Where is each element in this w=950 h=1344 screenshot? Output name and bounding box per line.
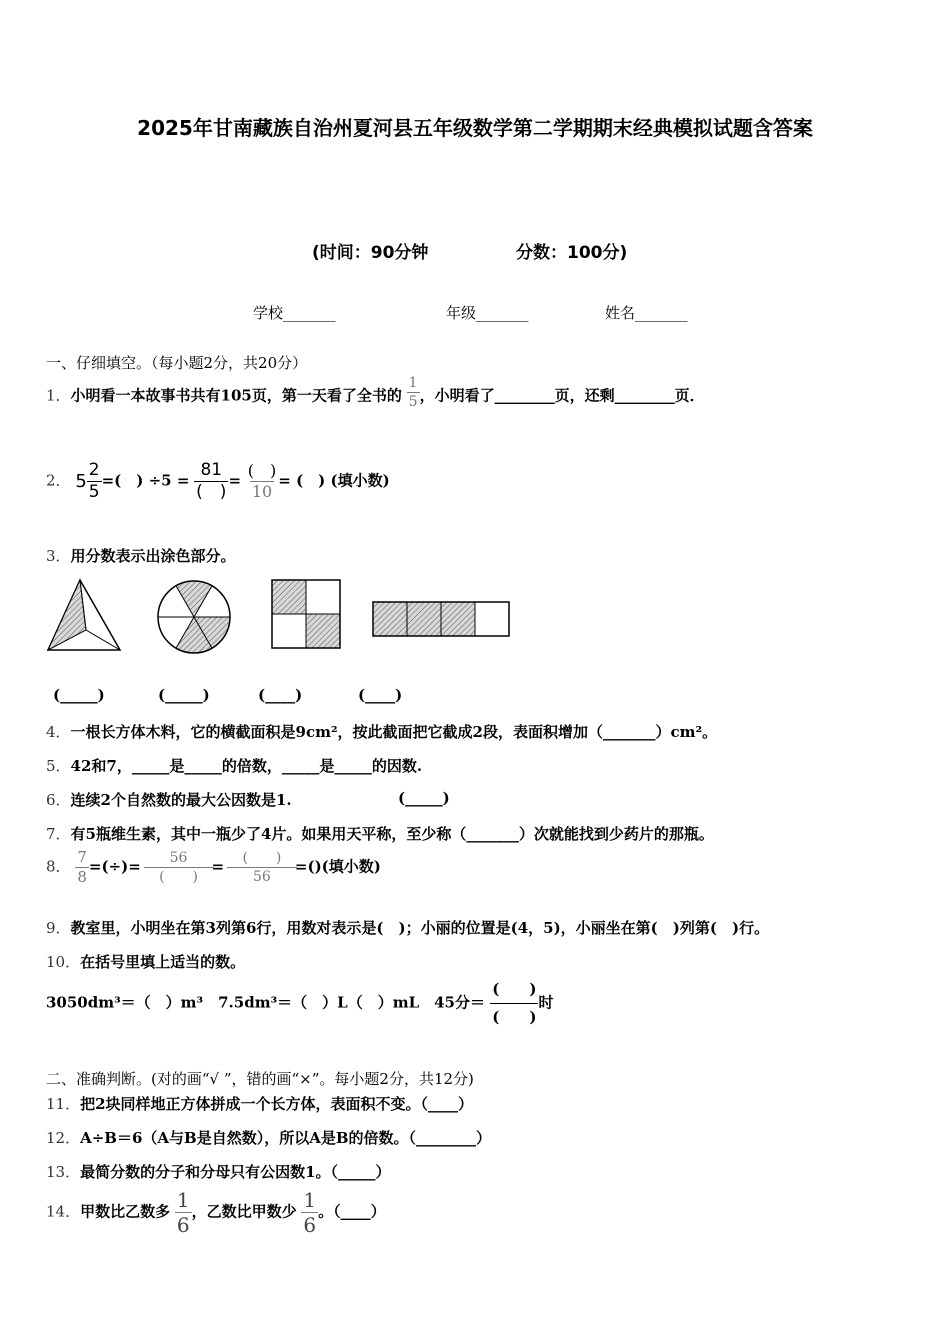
q8-frac3-numerator: ( ) (242, 850, 282, 866)
q10-number: 10． (46, 953, 81, 971)
page-title: 2025年甘南藏族自治州夏河县五年级数学第二学期期末经典模拟试题含答案 (137, 116, 813, 140)
question-7 (46, 823, 714, 844)
q8-frac1-numerator: 7 (77, 848, 87, 866)
q10-line: 3050dm³＝（ ）m³ 7.5dm³＝（ ）L（ ）mL 45分＝ (46, 993, 485, 1012)
question-2 (46, 462, 390, 501)
q10-frac-denominator: ( ) (490, 1003, 538, 1025)
q8-text-1: =(÷)= (88, 857, 141, 876)
q3-answer-4: (____) (358, 686, 403, 704)
q12-text: A÷B＝6（A与B是自然数），所以A是B的倍数。（________） (80, 1129, 492, 1147)
section1-heading: 一、仔细填空。（每小题2分，共20分） (46, 354, 308, 372)
grade-field: 年级_______ (446, 304, 529, 322)
q8-frac2-numerator: 56 (169, 850, 188, 866)
q10-tail: 时 (538, 993, 554, 1012)
question-9 (46, 917, 769, 938)
question-13 (46, 1161, 391, 1182)
q10-conversions (46, 982, 553, 1025)
q6-number: 6． (46, 791, 71, 809)
q3-square-figure (272, 580, 340, 648)
q12-number: 12． (46, 1129, 81, 1147)
q4-text: 一根长方体木料，它的横截面积是9cm²，按此截面把它截成2段，表面积增加（_______）cm²。 (70, 723, 718, 741)
q5-number: 5． (46, 757, 71, 775)
q2-text-3: = ( ) (填小数) (278, 471, 390, 490)
q2-frac1-denominator: 5 (88, 482, 100, 502)
q2-frac2-numerator: 81 (200, 460, 223, 480)
q6-text: 连续2个自然数的最大公因数是1. (70, 791, 292, 809)
q8-frac3-denominator: 56 (227, 867, 297, 884)
q14-frac2-numerator: 1 (303, 1188, 317, 1212)
q3-answer-2: (_____) (158, 686, 210, 704)
q9-text: 教室里，小明坐在第3列第6行，用数对表示是( )；小丽的位置是(4，5)，小丽坐在第( )列第( )行。 (70, 919, 770, 937)
q1-frac-numerator: 1 (408, 375, 418, 391)
q3-bar-figure (373, 602, 509, 636)
section2-heading: 二、准确判断。(对的画“√ ”，错的画“×”。每小题2分，共12分) (46, 1070, 474, 1088)
q3-answer-1: (_____) (53, 686, 105, 704)
exam-time: (时间：90分钟 (312, 243, 429, 263)
q3-number: 3． (46, 547, 71, 565)
exam-score: 分数：100分) (516, 243, 628, 263)
question-6 (46, 789, 292, 810)
q3-triangle-figure (48, 580, 120, 650)
q2-text-1: =( ) ÷5 = (101, 471, 190, 490)
question-4 (46, 721, 717, 742)
question-12 (46, 1127, 491, 1148)
question-11 (46, 1093, 473, 1114)
question-5 (46, 755, 422, 776)
q1-fraction (407, 376, 420, 409)
name-field: 姓名_______ (605, 304, 688, 322)
q8-fraction-2 (146, 851, 212, 884)
q8-text-3: =()(填小数) (294, 857, 381, 876)
q14-fraction-1 (175, 1190, 192, 1235)
q13-text: 最简分数的分子和分母只有公因数1。（_____） (80, 1163, 391, 1181)
q8-frac1-denominator: 8 (77, 868, 87, 886)
q1-number: 1． (46, 386, 71, 405)
q8-number: 8． (46, 857, 71, 876)
q14-frac1-denominator: 6 (176, 1213, 190, 1237)
q8-fraction-1 (75, 850, 89, 885)
q11-number: 11． (46, 1095, 81, 1113)
q1-frac-denominator: 5 (408, 394, 418, 410)
q10-text: 在括号里填上适当的数。 (80, 953, 246, 971)
q3-text: 用分数表示出涂色部分。 (70, 547, 236, 565)
q14-fraction-2 (301, 1190, 318, 1235)
q14-text-a: 甲数比乙数多 (80, 1202, 171, 1221)
q1-text-a: 小明看一本故事书共有105页，第一天看了全书的 (70, 386, 402, 405)
q8-fraction-3 (229, 851, 295, 884)
q10-fraction (490, 982, 538, 1025)
q2-frac2-denominator: ( ) (196, 482, 227, 502)
question-8 (46, 850, 381, 885)
q1-text-b: ，小明看了________页，还剩________页． (419, 386, 705, 405)
q2-fraction-2 (194, 462, 228, 501)
q2-frac1-numerator: 2 (88, 460, 100, 480)
q5-text: 42和7，_____是_____的倍数，_____是_____的因数. (70, 757, 423, 775)
q14-number: 14． (46, 1202, 81, 1221)
q7-number: 7． (46, 825, 71, 843)
q9-number: 9． (46, 919, 71, 937)
q7-text: 有5瓶维生素，其中一瓶少了4片。如果用天平称，至少称（_______）次就能找到少药片的那瓶。 (70, 825, 714, 843)
q14-frac1-numerator: 1 (176, 1188, 190, 1212)
q8-frac2-denominator: ( ) (144, 867, 214, 884)
q2-fraction-1 (87, 462, 102, 501)
q13-number: 13． (46, 1163, 81, 1181)
question-1 (46, 375, 705, 413)
q2-whole: 5 (75, 471, 87, 492)
q2-fraction-3 (246, 463, 279, 500)
q14-text-c: 。（____） (318, 1202, 386, 1221)
q10-frac-numerator: ( ) (492, 980, 537, 998)
q2-frac3-denominator: 10 (251, 482, 273, 501)
q2-frac3-numerator: ( ) (247, 461, 277, 480)
question-10 (46, 951, 245, 972)
q3-figures (40, 575, 520, 660)
q4-number: 4． (46, 723, 71, 741)
q14-frac2-denominator: 6 (303, 1213, 317, 1237)
q8-text-2: = (211, 857, 225, 876)
q11-text: 把2块同样地正方体拼成一个长方体，表面积不变。（____） (80, 1095, 474, 1113)
q3-circle-figure (158, 581, 230, 653)
q6-blank: (_____) (398, 789, 450, 807)
q2-text-2: = (228, 471, 242, 490)
school-field: 学校_______ (253, 304, 336, 322)
q2-number: 2． (46, 471, 71, 490)
question-14 (46, 1190, 386, 1235)
q14-text-b: ，乙数比甲数少 (191, 1202, 297, 1221)
question-3 (46, 545, 236, 566)
q3-answer-3: (____) (258, 686, 303, 704)
